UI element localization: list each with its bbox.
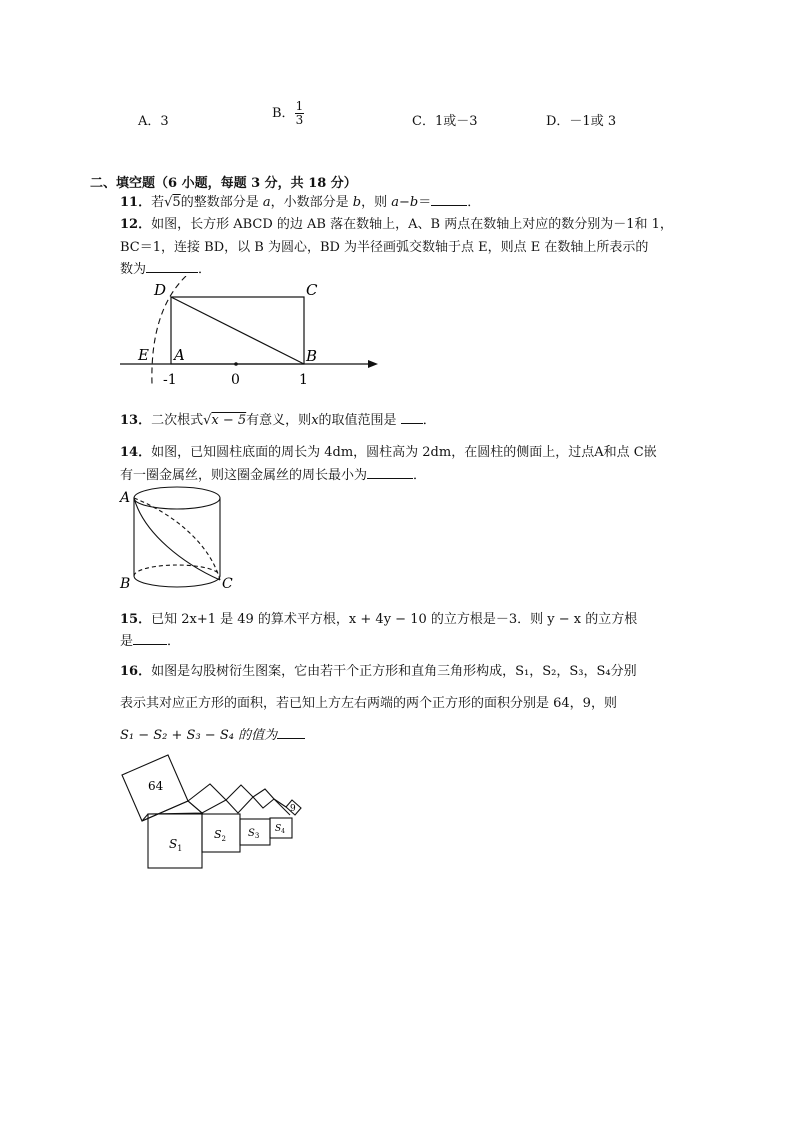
question-12-line3 bbox=[120, 258, 211, 277]
q13-text2: 有意义，则 bbox=[246, 413, 312, 428]
q15-end: ． bbox=[167, 634, 181, 649]
q16-expression: S₁ − S₂ + S₃ − S₄ 的值为 bbox=[120, 728, 278, 743]
question-15-line1 bbox=[120, 608, 637, 627]
q11-text1: 若 bbox=[151, 195, 165, 210]
answer-blank bbox=[431, 193, 467, 206]
q12-text-line1: 如图，长方形 ABCD 的边 AB 落在数轴上，A、B 两点在数轴上对应的数分别为－1和 1， bbox=[151, 217, 673, 232]
label-a: A bbox=[120, 490, 131, 506]
option-b-label: B． bbox=[272, 106, 295, 121]
triangle-1 bbox=[142, 801, 202, 821]
question-12-line2: BC＝1，连接 BD，以 B 为圆心，BD 为半径画弧交数轴于点 E，则点 E 在数轴上所表示的 bbox=[120, 240, 649, 255]
square-top-3 bbox=[226, 785, 253, 813]
tick-1: 1 bbox=[299, 372, 308, 388]
s1-letter: S bbox=[169, 837, 178, 851]
diagonal-bd bbox=[171, 297, 304, 364]
sqrt-symbol: √ bbox=[164, 195, 173, 210]
q15-text-line1: 已知 2x+1 是 49 的算术平方根，x + 4y − 10 的立方根是－3．则 y − x 的立方根 bbox=[151, 612, 638, 627]
tick-0: 0 bbox=[231, 372, 240, 388]
q11-number: 11． bbox=[120, 195, 152, 210]
q14-number: 14． bbox=[120, 445, 152, 460]
figure-number-line-rectangle bbox=[110, 276, 390, 396]
option-c: C．1或－3 bbox=[412, 114, 478, 129]
question-14-line2 bbox=[120, 464, 426, 483]
q14-end: ． bbox=[413, 468, 427, 483]
q11-text4: ，则 bbox=[361, 195, 388, 210]
q14-text-line2: 有一圈金属丝，则这圈金属丝的周长最小为 bbox=[120, 468, 368, 483]
sqrt-symbol: √ bbox=[203, 413, 212, 428]
q13-radicand: x − 5 bbox=[211, 413, 247, 428]
s2-sub: 2 bbox=[221, 835, 227, 843]
label-b: B bbox=[120, 576, 131, 592]
q15-number: 15． bbox=[120, 612, 152, 627]
s4-letter: S bbox=[275, 824, 282, 834]
option-b bbox=[272, 100, 304, 127]
label-d: D bbox=[154, 281, 167, 299]
square-top-4 bbox=[253, 789, 274, 808]
label-s1 bbox=[169, 837, 182, 853]
s1-sub: 1 bbox=[177, 844, 183, 853]
label-s2 bbox=[214, 828, 226, 843]
q13-number: 13． bbox=[120, 413, 152, 428]
q11-expr: a−b bbox=[391, 195, 419, 210]
q13-var-x: x bbox=[311, 413, 319, 428]
label-b: B bbox=[306, 347, 318, 365]
q11-radicand: 5 bbox=[172, 195, 181, 210]
question-11 bbox=[120, 191, 480, 210]
option-a: A．3 bbox=[138, 114, 169, 129]
section-heading: 二、填空题（6 小题，每题 3 分，共 18 分） bbox=[90, 176, 357, 191]
q11-var-a: a bbox=[262, 195, 271, 210]
s3-letter: S bbox=[248, 828, 255, 839]
q16-text-line1: 如图是勾股树衍生图案，它由若干个正方形和直角三角形构成，S₁，S₂，S₃，S₄分别 bbox=[151, 664, 637, 679]
label-64: 64 bbox=[148, 779, 164, 793]
connector-2 bbox=[274, 799, 290, 815]
question-12-line1 bbox=[120, 213, 673, 232]
question-16-line3 bbox=[120, 724, 305, 743]
question-13 bbox=[120, 409, 436, 428]
label-e: E bbox=[138, 346, 149, 364]
answer-blank bbox=[401, 411, 423, 424]
q13-text1: 二次根式 bbox=[151, 413, 204, 428]
question-16-line1 bbox=[120, 660, 637, 679]
answer-blank bbox=[277, 726, 305, 739]
q11-end: ． bbox=[467, 195, 481, 210]
q11-eq: ＝ bbox=[418, 195, 432, 210]
square-top-2 bbox=[188, 784, 226, 813]
fraction-one-third bbox=[295, 100, 305, 127]
q12-end: ． bbox=[198, 262, 212, 277]
q12-text-line3: 数为 bbox=[120, 262, 147, 277]
cylinder-bottom-front bbox=[134, 576, 220, 587]
label-c: C bbox=[306, 281, 318, 299]
frac-num: 1 bbox=[295, 99, 304, 113]
answer-blank bbox=[133, 632, 167, 645]
frac-den: 3 bbox=[295, 113, 304, 127]
label-9: 9 bbox=[290, 804, 296, 814]
q16-number: 16． bbox=[120, 664, 152, 679]
question-15-line2 bbox=[120, 630, 180, 649]
axis-arrow bbox=[368, 360, 378, 368]
tick-neg1: -1 bbox=[163, 372, 177, 388]
cylinder-top bbox=[134, 487, 220, 509]
q11-text3: ，小数部分是 bbox=[270, 195, 349, 210]
q11-var-b: b bbox=[352, 195, 362, 210]
answer-blank bbox=[367, 466, 413, 479]
question-16-line2: 表示其对应正方形的面积，若已知上方左右两端的两个正方形的面积分别是 64，9，则 bbox=[120, 696, 617, 711]
q13-end: ． bbox=[422, 413, 436, 428]
figure-pythagoras-tree bbox=[114, 752, 314, 876]
q14-text-line1: 如图，已知圆柱底面的周长为 4dm，圆柱高为 2dm，在圆柱的侧面上，过点A和点 C嵌 bbox=[151, 445, 657, 460]
q11-text2: 的整数部分是 bbox=[180, 195, 259, 210]
option-d: D．－1或 3 bbox=[546, 114, 617, 129]
origin-dot bbox=[234, 362, 238, 366]
question-14-line1 bbox=[120, 441, 657, 460]
label-a: A bbox=[174, 346, 185, 364]
figure-cylinder bbox=[114, 484, 244, 594]
s2-letter: S bbox=[214, 828, 222, 841]
q15-text-line2: 是 bbox=[120, 634, 134, 649]
answer-blank bbox=[146, 260, 198, 273]
s3-sub: 3 bbox=[254, 832, 260, 840]
q13-text3: 的取值范围是 bbox=[318, 413, 397, 428]
label-s4 bbox=[275, 824, 285, 835]
q12-number: 12． bbox=[120, 217, 152, 232]
label-c: C bbox=[222, 576, 233, 592]
s4-sub: 4 bbox=[281, 828, 285, 835]
label-s3 bbox=[248, 828, 259, 840]
